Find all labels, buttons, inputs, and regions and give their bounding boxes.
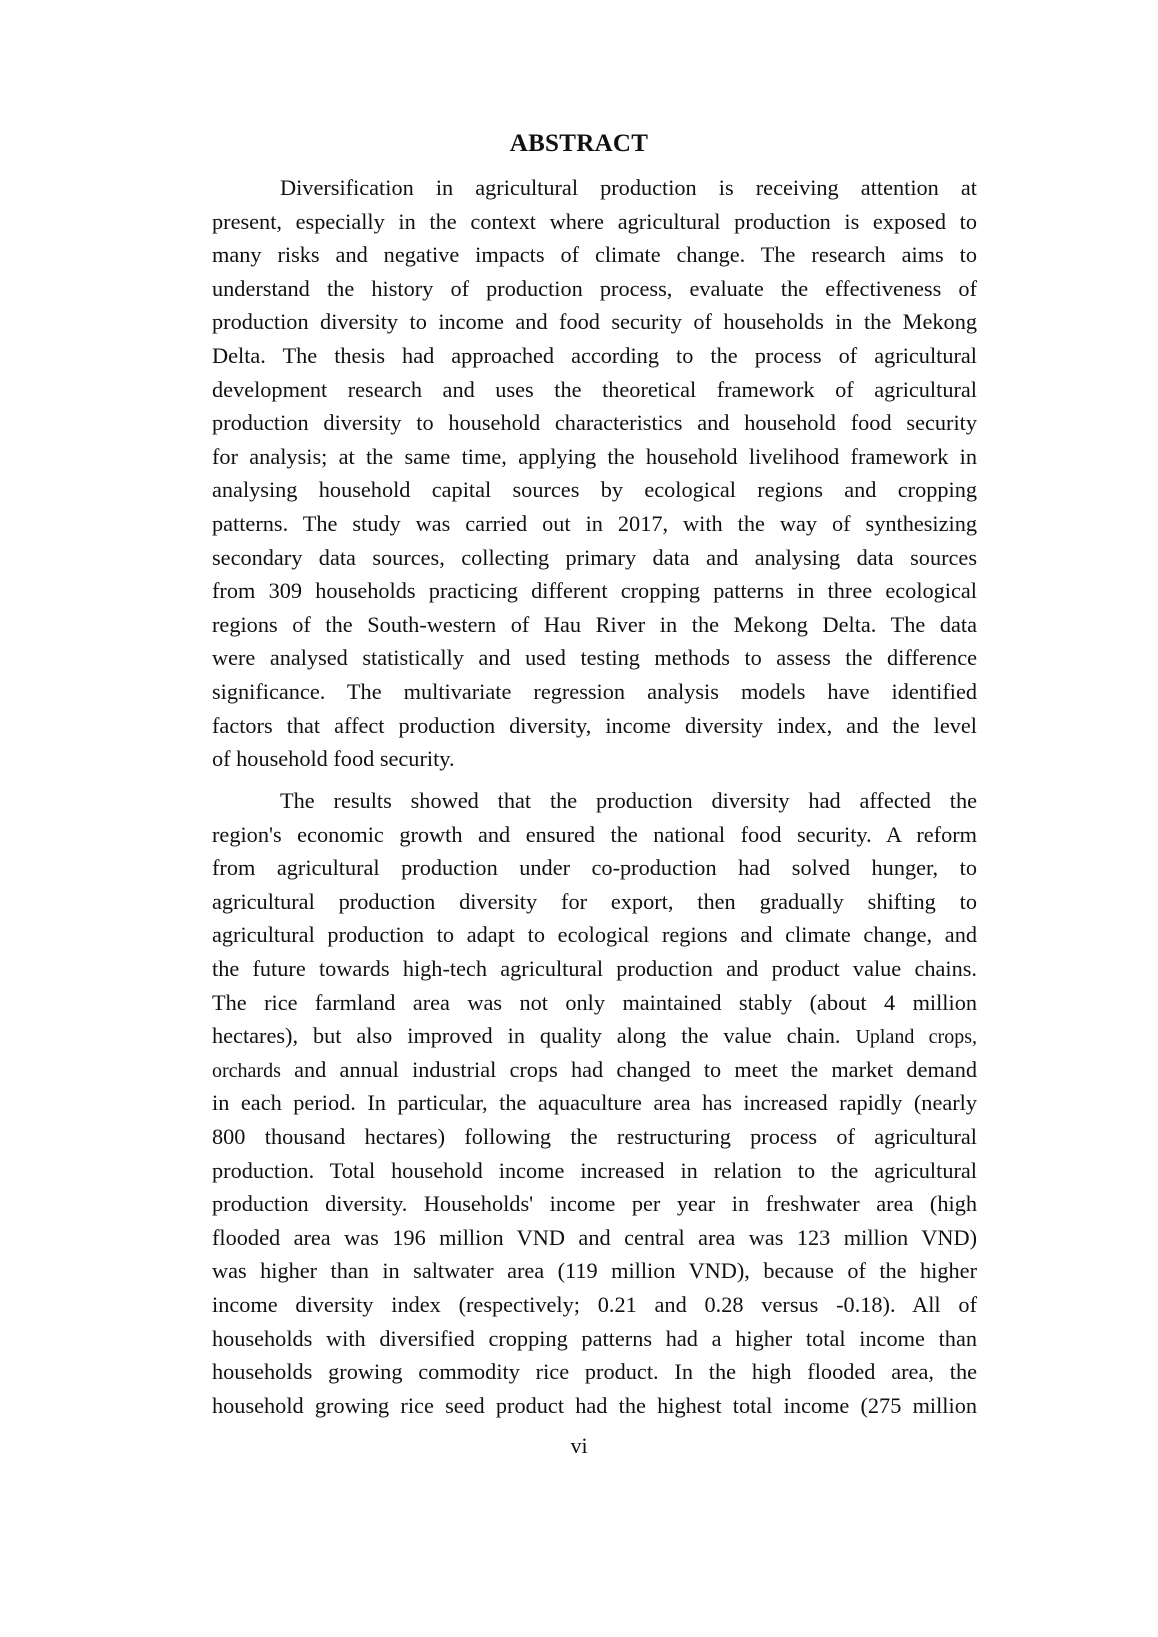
text-line: of household food security. <box>212 746 455 772</box>
text-span: hectares), but also improved in quality along the value chain. <box>212 1023 841 1049</box>
text-line: factors that affect production diversity, income diversity index, and the level <box>212 712 977 738</box>
text-line: agricultural production diversity for export, then gradually shifting to <box>212 888 977 914</box>
text-line: Delta. The thesis had approached according to the process of agricultural <box>212 342 977 368</box>
paragraph-1 <box>212 171 977 776</box>
text-line: in each period. In particular, the aquaculture area has increased rapidly (nearly <box>212 1090 977 1116</box>
text-line: household growing rice seed product had the highest total income (275 million <box>212 1392 977 1418</box>
text-line-mixed <box>212 1019 977 1053</box>
text-span-small: orchards <box>212 1059 281 1082</box>
page-number: vi <box>570 1433 588 1458</box>
abstract-heading: ABSTRACT <box>509 130 649 157</box>
text-line: 800 thousand hectares) following the restructuring process of agricultural <box>212 1123 977 1149</box>
text-line: region's economic growth and ensured the national food security. A reform <box>212 821 977 847</box>
text-line: present, especially in the context where agricultural production is exposed to <box>212 208 977 234</box>
text-line: was higher than in saltwater area (119 million VND), because of the higher <box>212 1258 977 1284</box>
text-line: production diversity. Households' income per year in freshwater area (high <box>212 1191 977 1217</box>
text-line: regions of the South-western of Hau River in the Mekong Delta. The data <box>212 611 977 637</box>
text-line-mixed <box>212 1053 977 1087</box>
text-line: production diversity to income and food security of households in the Mekong <box>212 309 977 335</box>
text-line: income diversity index (respectively; 0.21 and 0.28 versus -0.18). All of <box>212 1291 977 1317</box>
text-line: The rice farmland area was not only maintained stably (about 4 million <box>212 989 977 1015</box>
text-line: The results showed that the production diversity had affected the <box>280 788 977 813</box>
text-line: many risks and negative impacts of climate change. The research aims to <box>212 242 977 268</box>
text-line: the future towards high-tech agricultural production and product value chains. <box>212 955 977 981</box>
text-span-small: Upland crops, <box>855 1026 977 1049</box>
text-line: Diversification in agricultural production is receiving attention at <box>280 175 977 200</box>
text-line: development research and uses the theoretical framework of agricultural <box>212 376 977 402</box>
text-line: from 309 households practicing different cropping patterns in three ecological <box>212 578 977 604</box>
text-line: agricultural production to adapt to ecological regions and climate change, and <box>212 922 977 948</box>
text-line: patterns. The study was carried out in 2017, with the way of synthesizing <box>212 510 977 536</box>
text-line: significance. The multivariate regression analysis models have identified <box>212 678 977 704</box>
text-line: households with diversified cropping patterns had a higher total income than <box>212 1325 977 1351</box>
text-line: analysing household capital sources by ecological regions and cropping <box>212 477 977 503</box>
text-line: secondary data sources, collecting primary data and analysing data sources <box>212 544 977 570</box>
text-line: were analysed statistically and used testing methods to assess the difference <box>212 645 977 671</box>
text-line: production. Total household income increased in relation to the agricultural <box>212 1157 977 1183</box>
text-line: production diversity to household characteristics and household food security <box>212 410 977 436</box>
text-line: households growing commodity rice product. In the high flooded area, the <box>212 1359 977 1385</box>
text-line: for analysis; at the same time, applying the household livelihood framework in <box>212 443 977 469</box>
text-line: flooded area was 196 million VND and central area was 123 million VND) <box>212 1224 977 1250</box>
text-line: understand the history of production process, evaluate the effectiveness of <box>212 275 977 301</box>
text-line: from agricultural production under co-production had solved hunger, to <box>212 855 977 881</box>
text-span: and annual industrial crops had changed to meet the market demand <box>294 1056 978 1082</box>
paragraph-2 <box>212 784 977 1422</box>
